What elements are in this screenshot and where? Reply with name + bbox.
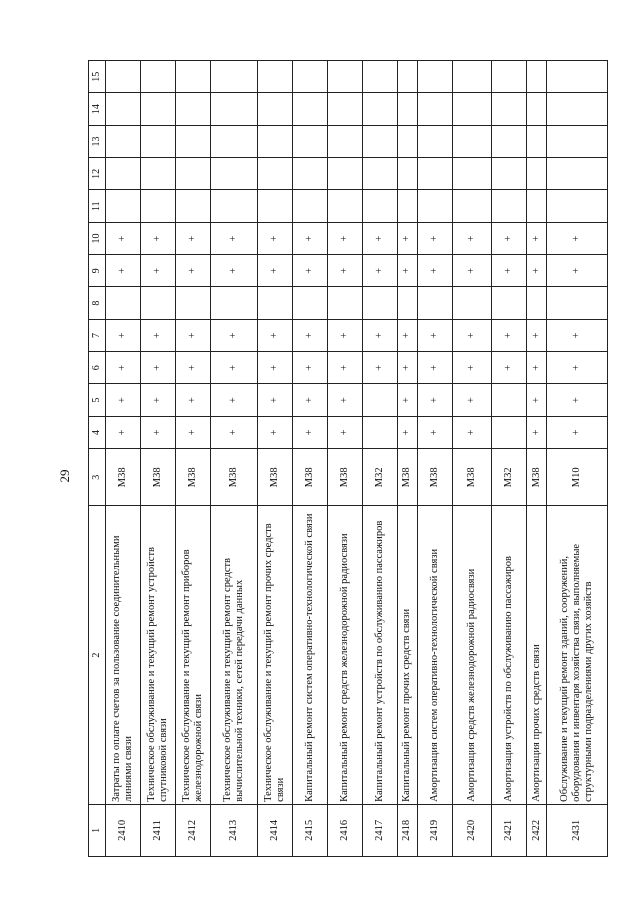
row-mark [327, 125, 362, 157]
row-code: 2417 [362, 804, 397, 856]
row-code: 2413 [211, 804, 258, 856]
row-mark: + [397, 255, 417, 287]
row-mark [362, 125, 397, 157]
row-mark: + [527, 319, 547, 351]
row-mark [547, 61, 608, 94]
row-mark: + [327, 416, 362, 448]
page-number: 29 [57, 469, 72, 483]
row-mark: + [527, 222, 547, 254]
row-mark [327, 61, 362, 94]
row-name: Техническое обслуживание и текущий ремонт средств вычислительной техники, сетей передачи данных [211, 506, 258, 804]
table-container [88, 60, 608, 857]
row-mark: + [492, 255, 527, 287]
column-header: 2 [89, 506, 106, 804]
row-mark [417, 287, 452, 319]
row-mark [327, 287, 362, 319]
row-mark: + [106, 222, 141, 254]
row-mark [141, 125, 176, 157]
row-mark: + [397, 416, 417, 448]
row-mark [211, 125, 258, 157]
row-mark: + [397, 384, 417, 416]
row-group: М38 [527, 449, 547, 506]
row-mark: + [257, 255, 292, 287]
row-mark [362, 416, 397, 448]
row-mark: + [527, 255, 547, 287]
table-row [327, 61, 362, 857]
row-mark: + [417, 416, 452, 448]
row-mark [257, 61, 292, 94]
row-mark: + [211, 319, 258, 351]
table-row [527, 61, 547, 857]
row-group: М38 [106, 449, 141, 506]
row-mark: + [452, 222, 492, 254]
row-mark: + [547, 352, 608, 384]
row-mark [492, 125, 527, 157]
row-mark: + [176, 384, 211, 416]
row-mark [176, 190, 211, 222]
row-mark [492, 287, 527, 319]
row-mark: + [141, 255, 176, 287]
row-group: М38 [452, 449, 492, 506]
row-code: 2421 [492, 804, 527, 856]
row-mark: + [397, 222, 417, 254]
column-header: 13 [89, 125, 106, 157]
table-row [452, 61, 492, 857]
table-row [547, 61, 608, 857]
row-mark: + [292, 222, 327, 254]
row-mark [492, 61, 527, 94]
table-row [362, 61, 397, 857]
row-mark: + [452, 352, 492, 384]
row-mark: + [527, 416, 547, 448]
column-header: 7 [89, 319, 106, 351]
row-mark [106, 125, 141, 157]
row-group: М38 [176, 449, 211, 506]
header-row [89, 61, 106, 857]
row-mark: + [257, 384, 292, 416]
row-mark [417, 158, 452, 190]
column-header: 10 [89, 222, 106, 254]
row-mark [492, 190, 527, 222]
column-header: 8 [89, 287, 106, 319]
row-mark [141, 190, 176, 222]
row-mark: + [492, 352, 527, 384]
row-mark: + [292, 416, 327, 448]
row-mark [211, 158, 258, 190]
row-code: 2410 [106, 804, 141, 856]
row-mark [292, 287, 327, 319]
row-name: Капитальный ремонт систем оперативно-технологической связи [292, 506, 327, 804]
row-mark [106, 93, 141, 125]
table-row [417, 61, 452, 857]
row-code: 2420 [452, 804, 492, 856]
row-mark [417, 61, 452, 94]
row-mark [527, 190, 547, 222]
table-row [176, 61, 211, 857]
row-mark: + [452, 319, 492, 351]
row-mark [547, 287, 608, 319]
row-mark [141, 93, 176, 125]
row-mark: + [417, 255, 452, 287]
row-mark [292, 190, 327, 222]
row-code: 2412 [176, 804, 211, 856]
row-mark: + [417, 352, 452, 384]
row-mark [527, 61, 547, 94]
row-mark: + [327, 384, 362, 416]
row-mark: + [362, 222, 397, 254]
row-mark: + [106, 352, 141, 384]
row-mark: + [106, 384, 141, 416]
row-mark [452, 125, 492, 157]
row-mark: + [257, 319, 292, 351]
row-mark [106, 61, 141, 94]
table-row [106, 61, 141, 857]
row-mark [292, 61, 327, 94]
row-group: М38 [211, 449, 258, 506]
row-mark [452, 158, 492, 190]
row-mark: + [211, 255, 258, 287]
row-mark: + [141, 319, 176, 351]
row-mark: + [397, 352, 417, 384]
column-header: 6 [89, 352, 106, 384]
row-mark [397, 158, 417, 190]
table-row [211, 61, 258, 857]
row-mark [527, 287, 547, 319]
column-header: 15 [89, 61, 106, 94]
row-name: Техническое обслуживание и текущий ремонт приборов железнодорожной связи [176, 506, 211, 804]
column-header: 9 [89, 255, 106, 287]
row-mark [492, 158, 527, 190]
row-mark [527, 93, 547, 125]
table-row [492, 61, 527, 857]
row-group: М38 [327, 449, 362, 506]
row-mark: + [141, 384, 176, 416]
row-code: 2419 [417, 804, 452, 856]
row-mark [257, 93, 292, 125]
row-mark: + [362, 255, 397, 287]
row-code: 2431 [547, 804, 608, 856]
row-mark [397, 61, 417, 94]
row-name: Амортизация систем оперативно-технологической связи [417, 506, 452, 804]
row-code: 2416 [327, 804, 362, 856]
table-row [292, 61, 327, 857]
row-mark: + [327, 255, 362, 287]
row-mark: + [527, 352, 547, 384]
table-row [257, 61, 292, 857]
row-mark: + [327, 352, 362, 384]
table-row [397, 61, 417, 857]
row-mark [257, 125, 292, 157]
row-mark: + [417, 319, 452, 351]
row-mark [492, 93, 527, 125]
row-mark [257, 158, 292, 190]
row-mark [176, 125, 211, 157]
row-mark: + [292, 255, 327, 287]
row-mark: + [327, 222, 362, 254]
row-group: М38 [257, 449, 292, 506]
row-mark: + [452, 255, 492, 287]
row-mark [211, 93, 258, 125]
row-mark [362, 158, 397, 190]
row-mark [211, 190, 258, 222]
row-mark [452, 287, 492, 319]
row-mark: + [492, 222, 527, 254]
row-mark: + [141, 416, 176, 448]
column-header: 1 [89, 804, 106, 856]
row-mark [327, 93, 362, 125]
row-mark [362, 61, 397, 94]
column-header: 4 [89, 416, 106, 448]
row-mark [417, 125, 452, 157]
row-mark [362, 287, 397, 319]
row-code: 2411 [141, 804, 176, 856]
row-mark: + [327, 319, 362, 351]
column-header: 11 [89, 190, 106, 222]
row-mark [547, 190, 608, 222]
row-mark [141, 61, 176, 94]
row-group: М38 [141, 449, 176, 506]
row-mark: + [141, 352, 176, 384]
row-mark [527, 158, 547, 190]
row-mark [292, 93, 327, 125]
row-mark [452, 190, 492, 222]
row-mark: + [452, 384, 492, 416]
row-mark: + [211, 352, 258, 384]
row-name: Техническое обслуживание и текущий ремонт прочих средств связи [257, 506, 292, 804]
row-mark [397, 125, 417, 157]
row-mark [417, 93, 452, 125]
row-group: М38 [397, 449, 417, 506]
row-code: 2418 [397, 804, 417, 856]
row-mark [547, 125, 608, 157]
row-group: М38 [417, 449, 452, 506]
row-mark: + [141, 222, 176, 254]
row-group: М38 [292, 449, 327, 506]
row-mark: + [292, 384, 327, 416]
row-name: Амортизация средств железнодорожной радиосвязи [452, 506, 492, 804]
row-group: М32 [362, 449, 397, 506]
row-mark [257, 287, 292, 319]
row-mark [257, 190, 292, 222]
row-mark [452, 61, 492, 94]
column-header: 14 [89, 93, 106, 125]
row-mark [362, 93, 397, 125]
row-mark [397, 93, 417, 125]
row-mark [397, 190, 417, 222]
row-mark [492, 416, 527, 448]
row-mark: + [176, 352, 211, 384]
row-mark: + [106, 255, 141, 287]
row-mark [527, 125, 547, 157]
row-mark [141, 158, 176, 190]
column-header: 5 [89, 384, 106, 416]
row-name: Капитальный ремонт устройств по обслуживанию пассажиров [362, 506, 397, 804]
row-mark: + [527, 384, 547, 416]
column-header: 12 [89, 158, 106, 190]
row-mark: + [547, 222, 608, 254]
row-mark: + [397, 319, 417, 351]
row-name: Обслуживание и текущий ремонт зданий, сооружений, оборудования и инвентаря хозяйства связи, выполняемые структурными подразделениями других хозяйств [547, 506, 608, 804]
row-code: 2422 [527, 804, 547, 856]
row-code: 2414 [257, 804, 292, 856]
row-mark: + [211, 222, 258, 254]
row-name: Капитальный ремонт прочих средств связи [397, 506, 417, 804]
row-mark [176, 61, 211, 94]
row-mark: + [176, 222, 211, 254]
row-mark: + [106, 319, 141, 351]
table-row [141, 61, 176, 857]
row-mark [492, 384, 527, 416]
row-mark: + [362, 319, 397, 351]
row-mark [547, 93, 608, 125]
row-mark [362, 190, 397, 222]
row-mark [211, 61, 258, 94]
table-body [106, 61, 608, 857]
row-mark: + [547, 416, 608, 448]
row-mark: + [547, 384, 608, 416]
row-mark: + [417, 222, 452, 254]
row-mark [292, 125, 327, 157]
row-mark: + [257, 222, 292, 254]
row-mark: + [452, 416, 492, 448]
row-group: М10 [547, 449, 608, 506]
row-mark: + [362, 352, 397, 384]
row-mark [176, 158, 211, 190]
row-mark: + [257, 352, 292, 384]
row-name: Амортизация прочих средств связи [527, 506, 547, 804]
row-mark [327, 190, 362, 222]
row-mark [176, 93, 211, 125]
row-mark: + [292, 319, 327, 351]
row-mark [106, 158, 141, 190]
row-mark: + [211, 416, 258, 448]
row-name: Амортизация устройств по обслуживанию пассажиров [492, 506, 527, 804]
row-mark: + [176, 319, 211, 351]
row-name: Затраты по оплате счетов за пользование соединительными линиями связи [106, 506, 141, 804]
column-header: 3 [89, 449, 106, 506]
row-mark [397, 287, 417, 319]
row-name: Техническое обслуживание и текущий ремонт устройств спутниковой связи [141, 506, 176, 804]
row-mark: + [547, 319, 608, 351]
row-code: 2415 [292, 804, 327, 856]
row-name: Капитальный ремонт средств железнодорожной радиосвязи [327, 506, 362, 804]
row-mark [141, 287, 176, 319]
row-mark: + [257, 416, 292, 448]
row-mark: + [106, 416, 141, 448]
row-mark [452, 93, 492, 125]
row-mark [547, 158, 608, 190]
row-mark [362, 384, 397, 416]
row-mark: + [417, 384, 452, 416]
row-mark [106, 287, 141, 319]
row-mark [417, 190, 452, 222]
row-mark: + [492, 319, 527, 351]
row-mark [292, 158, 327, 190]
row-mark: + [176, 255, 211, 287]
row-mark [327, 158, 362, 190]
row-mark [211, 287, 258, 319]
row-mark: + [176, 416, 211, 448]
row-mark [176, 287, 211, 319]
row-mark: + [547, 255, 608, 287]
cost-items-table [88, 60, 608, 857]
row-group: М32 [492, 449, 527, 506]
row-mark: + [211, 384, 258, 416]
row-mark: + [292, 352, 327, 384]
row-mark [106, 190, 141, 222]
